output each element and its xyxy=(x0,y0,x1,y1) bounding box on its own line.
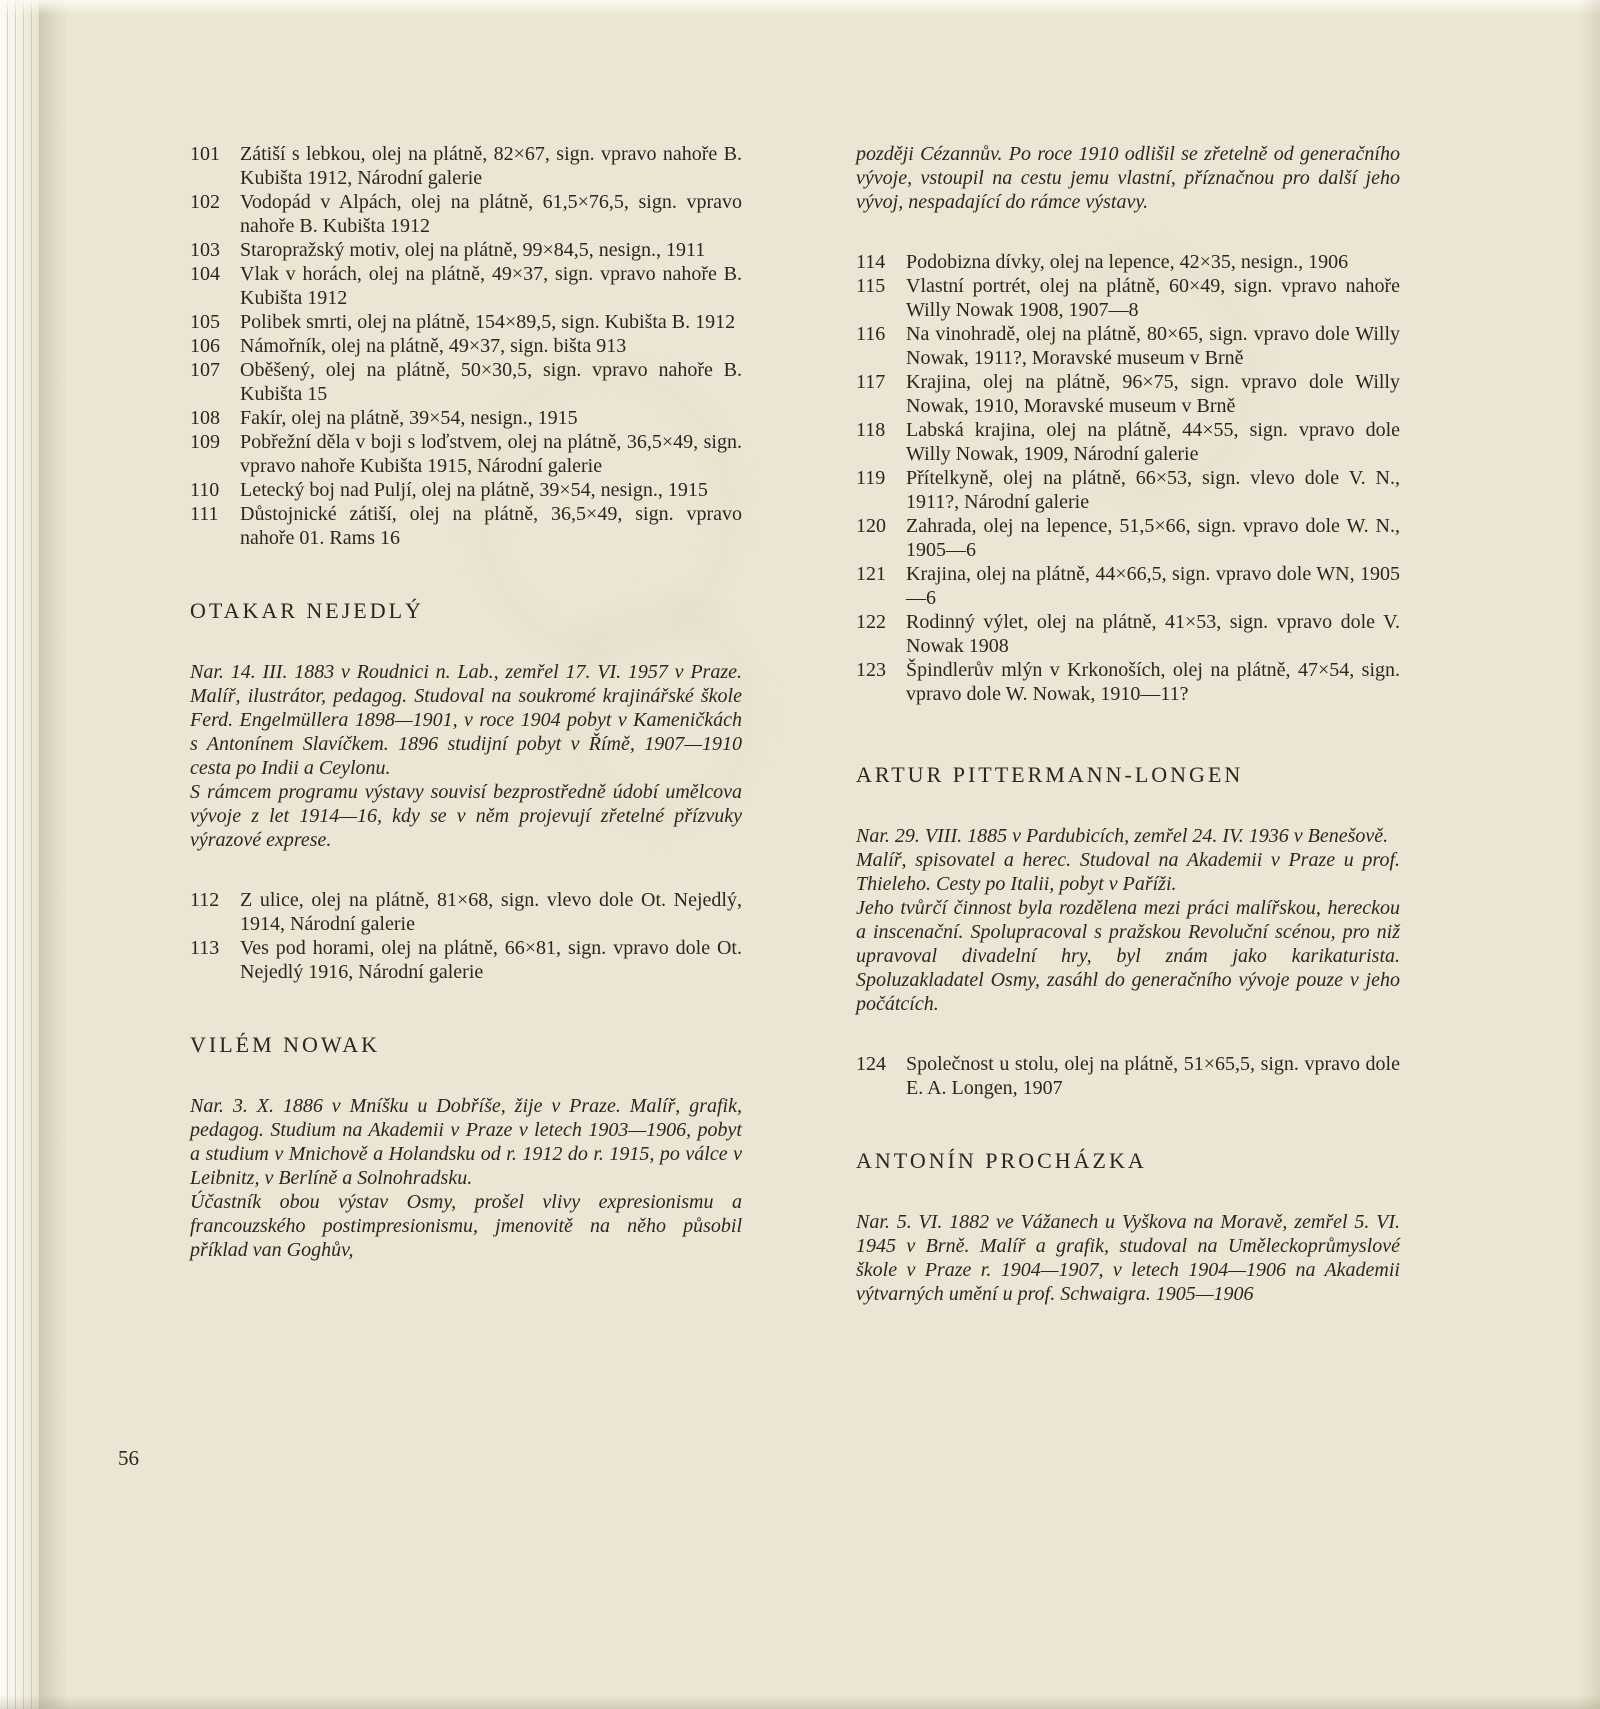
entry-number: 114 xyxy=(856,251,886,273)
catalog-entry xyxy=(190,502,742,550)
bio-paragraph: Malíř, spisovatel a herec. Studoval na Akademii v Praze u prof. Thieleho. Cesty po Italii, pobyt v Paříži. xyxy=(856,849,1400,895)
entry-text: Polibek smrti, olej na plátně, 154×89,5, sign. Kubišta B. 1912 xyxy=(240,311,736,333)
catalog-entry xyxy=(190,936,742,984)
page-right-edge xyxy=(1578,0,1600,1709)
catalog-entries-kubista xyxy=(190,142,742,550)
page-number: 56 xyxy=(118,1446,139,1470)
catalog-entry xyxy=(856,658,1400,706)
bio-paragraph: Účastník obou výstav Osmy, prošel vlivy expresionismu a francouzského postimpresionismu, jmenovitě na něho působil příklad van Goghův, xyxy=(190,1191,742,1261)
entry-text: Důstojnické zátiší, olej na plátně, 36,5×49, sign. vpravo nahoře 01. Rams 16 xyxy=(240,503,742,549)
bio-paragraph: Nar. 3. X. 1886 v Mníšku u Dobříše, žije v Praze. Malíř, grafik, pedagog. Studium na Akademii v Praze v letech 1903—1906, pobyt a studium v Mnichově a Holandsku od r. 1912 do r. 1915, po válce v Leibnitz, v Berlíně a Solnohradsku. xyxy=(190,1095,742,1189)
page-bottom-edge xyxy=(0,1695,1600,1709)
entry-number: 108 xyxy=(190,407,220,429)
entry-number: 107 xyxy=(190,359,220,381)
bio-antonin-prochazka xyxy=(856,1210,1400,1306)
entry-number: 102 xyxy=(190,191,220,213)
right-column xyxy=(856,142,1400,1306)
entry-number: 109 xyxy=(190,431,220,453)
entry-number: 113 xyxy=(190,937,220,959)
bio-paragraph: Nar. 14. III. 1883 v Roudnici n. Lab., zemřel 17. VI. 1957 v Praze. Malíř, ilustrátor, pedagog. Studoval na soukromé krajinářské škole Ferd. Engelmüllera 1898—1901, v roce 1904 pobyt v Kameničkách s Antonínem Slavíčkem. 1896 studijní pobyt v Římě, 1907—1910 cesta po Indii a Ceylonu. xyxy=(190,661,742,779)
entry-text: Vlastní portrét, olej na plátně, 60×49, sign. vpravo nahoře Willy Nowak 1908, 1907—8 xyxy=(906,275,1400,321)
catalog-entry xyxy=(856,1052,1400,1100)
catalog-entry xyxy=(190,406,742,430)
catalog-entry xyxy=(856,274,1400,322)
entry-text: Ves pod horami, olej na plátně, 66×81, sign. vpravo dole Ot. Nejedlý 1916, Národní galerie xyxy=(240,937,742,983)
catalog-entry xyxy=(856,562,1400,610)
catalog-entry xyxy=(856,370,1400,418)
entry-text: Přítelkyně, olej na plátně, 66×53, sign. vlevo dole V. N., 1911?, Národní galerie xyxy=(906,467,1400,513)
catalog-entry xyxy=(856,250,1400,274)
entry-number: 116 xyxy=(856,323,886,345)
heading-otakar-nejedly: OTAKAR NEJEDLÝ xyxy=(190,598,424,623)
bio-paragraph: Nar. 5. VI. 1882 ve Vážanech u Vyškova na Moravě, zemřel 5. VI. 1945 v Brně. Malíř a grafik, studoval na Uměleckoprůmyslové škole v Praze r. 1904—1907, v letech 1904—1906 na Akademii výtvarných umění u prof. Schwaigra. 1905—1906 xyxy=(856,1211,1400,1305)
book-page-stack-edge xyxy=(0,0,40,1709)
catalog-entry xyxy=(190,310,742,334)
heading-antonin-prochazka: ANTONÍN PROCHÁZKA xyxy=(856,1148,1147,1173)
catalog-entry xyxy=(190,142,742,190)
catalog-entry xyxy=(190,190,742,238)
entry-number: 124 xyxy=(856,1053,886,1075)
entry-text: Oběšený, olej na plátně, 50×30,5, sign. vpravo nahoře B. Kubišta 15 xyxy=(240,359,742,405)
entry-text: Zátiší s lebkou, olej na plátně, 82×67, sign. vpravo nahoře B. Kubišta 1912, Národní galerie xyxy=(240,143,742,189)
catalog-entry xyxy=(856,514,1400,562)
gutter-shadow xyxy=(40,0,68,1709)
bio-vilem-nowak-continuation: později Cézannův. Po roce 1910 odlišil se zřetelně od generačního vývoje, vstoupil na cestu jemu vlastní, příznačnou pro další jeho vývoj, nespadající do rámce výstavy. xyxy=(856,143,1400,213)
catalog-entry xyxy=(190,334,742,358)
entry-text: Z ulice, olej na plátně, 81×68, sign. vlevo dole Ot. Nejedlý, 1914, Národní galerie xyxy=(240,889,742,935)
entry-number: 117 xyxy=(856,371,886,393)
entry-number: 120 xyxy=(856,515,886,537)
catalog-entry xyxy=(190,888,742,936)
entry-text: Fakír, olej na plátně, 39×54, nesign., 1915 xyxy=(240,407,578,429)
entry-number: 112 xyxy=(190,889,220,911)
entry-text: Krajina, olej na plátně, 96×75, sign. vpravo dole Willy Nowak, 1910, Moravské museum v Brně xyxy=(906,371,1400,417)
entry-number: 111 xyxy=(190,503,219,525)
entry-text: Krajina, olej na plátně, 44×66,5, sign. vpravo dole WN, 1905—6 xyxy=(906,563,1400,609)
entry-text: Staropražský motiv, olej na plátně, 99×84,5, nesign., 1911 xyxy=(240,239,706,261)
heading-vilem-nowak: VILÉM NOWAK xyxy=(190,1032,381,1057)
catalog-entry xyxy=(190,358,742,406)
entry-number: 101 xyxy=(190,143,220,165)
catalog-entries-pittermann xyxy=(856,1052,1400,1100)
catalog-entry xyxy=(856,610,1400,658)
entry-text: Vlak v horách, olej na plátně, 49×37, sign. vpravo nahoře B. Kubišta 1912 xyxy=(240,263,742,309)
entry-text: Námořník, olej na plátně, 49×37, sign. bišta 913 xyxy=(240,335,627,357)
catalog-entry xyxy=(190,262,742,310)
bio-artur-pittermann-longen xyxy=(856,824,1400,1016)
catalog-entries-nejedly xyxy=(190,888,742,984)
bio-otakar-nejedly xyxy=(190,660,742,852)
entry-text: Zahrada, olej na lepence, 51,5×66, sign. vpravo dole W. N., 1905—6 xyxy=(906,515,1400,561)
catalog-entry xyxy=(856,466,1400,514)
heading-artur-pittermann-longen: ARTUR PITTERMANN-LONGEN xyxy=(856,762,1244,787)
entry-number: 105 xyxy=(190,311,220,333)
entry-text: Labská krajina, olej na plátně, 44×55, sign. vpravo dole Willy Nowak, 1909, Národní galerie xyxy=(906,419,1400,465)
bio-paragraph: Jeho tvůrčí činnost byla rozdělena mezi práci malířskou, hereckou a inscenační. Spolupracoval s pražskou Revoluční scénou, pro niž upravoval divadelní hry, byl znám jako karikaturista. Spoluzakladatel Osmy, zasáhl do generačního vývoje pouze v jeho počátcích. xyxy=(856,897,1400,1015)
entry-text: Společnost u stolu, olej na plátně, 51×65,5, sign. vpravo dole E. A. Longen, 1907 xyxy=(906,1053,1400,1099)
left-column xyxy=(190,142,742,1262)
bio-paragraph: S rámcem programu výstavy souvisí bezprostředně údobí umělcova vývoje z let 1914—16, kdy se v něm projevují zřetelné přízvuky výrazové exprese. xyxy=(190,781,742,851)
entry-text: Rodinný výlet, olej na plátně, 41×53, sign. vpravo dole V. Nowak 1908 xyxy=(906,611,1400,657)
entry-number: 106 xyxy=(190,335,220,357)
entry-text: Na vinohradě, olej na plátně, 80×65, sign. vpravo dole Willy Nowak, 1911?, Moravské museum v Brně xyxy=(906,323,1400,369)
entry-text: Letecký boj nad Puljí, olej na plátně, 39×54, nesign., 1915 xyxy=(240,479,708,501)
catalog-entry xyxy=(856,322,1400,370)
entry-number: 103 xyxy=(190,239,220,261)
entry-text: Pobřežní děla v boji s loďstvem, olej na plátně, 36,5×49, sign. vpravo nahoře Kubišta 1915, Národní galerie xyxy=(240,431,742,477)
entry-text: Vodopád v Alpách, olej na plátně, 61,5×76,5, sign. vpravo nahoře B. Kubišta 1912 xyxy=(240,191,742,237)
catalog-entry xyxy=(190,430,742,478)
entry-number: 104 xyxy=(190,263,220,285)
entry-number: 110 xyxy=(190,479,220,501)
entry-number: 118 xyxy=(856,419,886,441)
entry-text: Špindlerův mlýn v Krkonoších, olej na plátně, 47×54, sign. vpravo dole W. Nowak, 1910—11? xyxy=(906,659,1400,705)
catalog-entry xyxy=(190,238,742,262)
catalog-entries-nowak xyxy=(856,250,1400,706)
entry-number: 123 xyxy=(856,659,886,681)
catalog-entry xyxy=(190,478,742,502)
bio-paragraph: Nar. 29. VIII. 1885 v Pardubicích, zemřel 24. IV. 1936 v Benešově. xyxy=(856,825,1389,847)
entry-number: 121 xyxy=(856,563,886,585)
entry-number: 122 xyxy=(856,611,886,633)
entry-text: Podobizna dívky, olej na lepence, 42×35, nesign., 1906 xyxy=(906,251,1349,273)
page-top-edge xyxy=(0,0,1600,16)
entry-number: 119 xyxy=(856,467,886,489)
bio-vilem-nowak xyxy=(190,1094,742,1262)
entry-number: 115 xyxy=(856,275,886,297)
catalog-entry xyxy=(856,418,1400,466)
